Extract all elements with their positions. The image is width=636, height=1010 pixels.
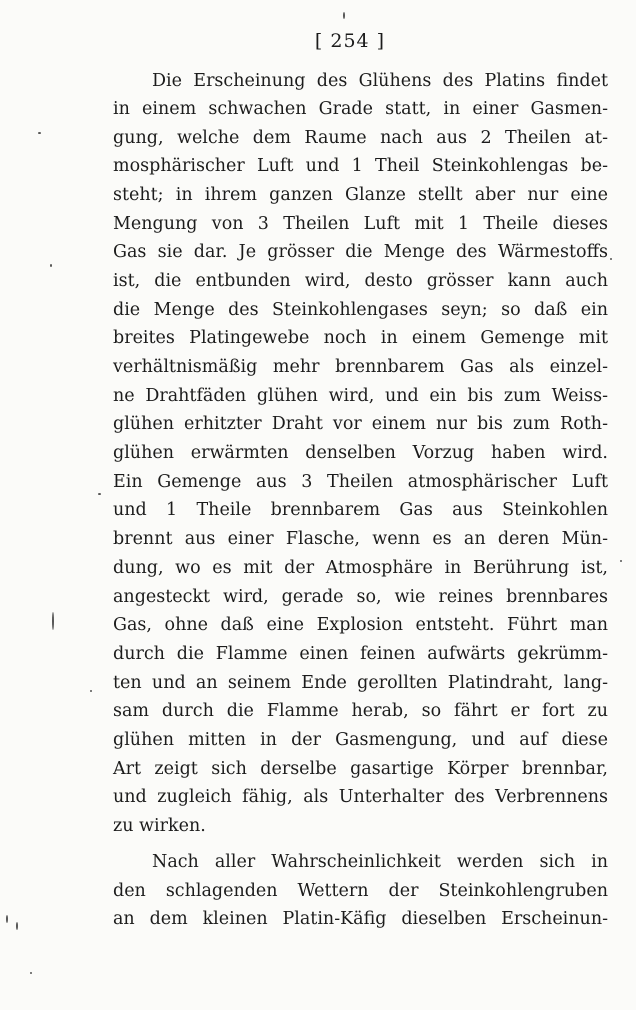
text-line: Die Erscheinung des Glühens des Platins findet xyxy=(152,71,608,91)
text-line: Art zeigt sich derselbe gasartige Körper brennbar, xyxy=(113,759,608,779)
text-line: die Menge des Steinkohlengases seyn; so daß ein xyxy=(113,300,608,320)
scan-speck xyxy=(16,922,18,930)
text-line: durch die Flamme einen feinen aufwärts gekrümm- xyxy=(113,644,608,664)
scan-speck xyxy=(38,132,41,134)
text-line: breites Platingewebe noch in einem Gemenge mit xyxy=(113,328,608,348)
text-line: ist, die entbunden wird, desto grösser kann auch xyxy=(113,271,608,291)
scan-speck xyxy=(52,612,54,630)
text-line: angesteckt wird, gerade so, wie reines brennbares xyxy=(113,587,608,607)
scan-speck xyxy=(343,12,345,19)
text-line: mosphärischer Luft und 1 Theil Steinkohlengas be- xyxy=(113,156,608,176)
text-line: brennt aus einer Flasche, wenn es an deren Mün- xyxy=(113,529,608,549)
text-line: den schlagenden Wettern der Steinkohlengruben xyxy=(113,881,608,901)
scan-speck xyxy=(6,915,8,923)
scan-speck xyxy=(98,493,101,495)
text-line: Mengung von 3 Theilen Luft mit 1 Theile dieses xyxy=(113,214,608,234)
text-line: dung, wo es mit der Atmosphäre in Berührung ist, xyxy=(113,558,608,578)
text-line: ten und an seinem Ende gerollten Platindraht, lang- xyxy=(113,673,608,693)
text-line: steht; in ihrem ganzen Glanze stellt aber nur eine xyxy=(113,185,608,205)
page-number: [ 254 ] xyxy=(314,30,386,52)
text-line: und zugleich fähig, als Unterhalter des Verbrennens xyxy=(113,787,608,807)
text-line: Gas, ohne daß eine Explosion entsteht. Führt man xyxy=(113,615,608,635)
text-line: glühen mitten in der Gasmengung, und auf diese xyxy=(113,730,608,750)
text-line: und 1 Theile brennbarem Gas aus Steinkohlen xyxy=(113,500,608,520)
text-line: Ein Gemenge aus 3 Theilen atmosphärischer Luft xyxy=(113,472,608,492)
text-line: glühen erhitzter Draht vor einem nur bis zum Roth- xyxy=(113,414,608,434)
text-line: in einem schwachen Grade statt, in einer Gasmen- xyxy=(113,99,608,119)
text-line: Nach aller Wahrscheinlichkeit werden sich in xyxy=(152,852,608,872)
text-line: zu wirken. xyxy=(113,816,206,836)
scan-speck xyxy=(50,264,52,267)
text-line: Gas sie dar. Je grösser die Menge des Wärmestoffs xyxy=(113,242,608,262)
text-line: an dem kleinen Platin-Käfig dieselben Erscheinun- xyxy=(113,909,608,929)
text-line: verhältnismäßig mehr brennbarem Gas als einzel- xyxy=(113,357,608,377)
scan-speck xyxy=(30,972,32,974)
scan-speck xyxy=(90,690,92,692)
text-line: gung, welche dem Raume nach aus 2 Theilen at- xyxy=(113,128,608,148)
scan-speck xyxy=(620,560,622,562)
scan-speck xyxy=(610,258,612,260)
text-line: glühen erwärmten denselben Vorzug haben wird. xyxy=(113,443,608,463)
text-line: sam durch die Flamme herab, so fährt er fort zu xyxy=(113,701,608,721)
text-line: ne Drahtfäden glühen wird, und ein bis zum Weiss- xyxy=(113,386,608,406)
